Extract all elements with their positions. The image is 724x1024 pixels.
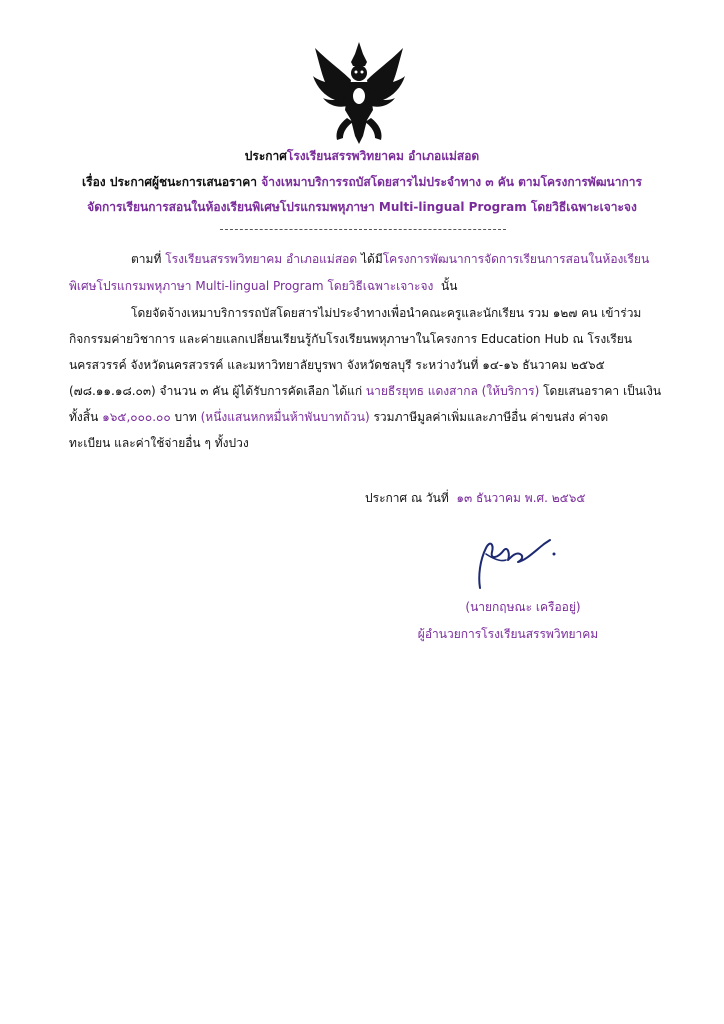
p1-mid: ได้มี	[360, 252, 383, 266]
subject-label: เรื่อง ประกาศผู้ชนะการเสนอราคา	[82, 175, 258, 189]
p2-l5-b: บาท	[174, 410, 197, 424]
p1-project: โครงการพัฒนาการจัดการเรียนการสอนในห้องเรียน	[382, 252, 650, 266]
p2-l5-c: รวมภาษีมูลค่าเพิ่มและภาษีอื่น ค่าขนส่ง ค่าจด	[373, 410, 609, 424]
handwritten-signature	[470, 530, 560, 590]
paragraph-2-line-1: โดยจัดจ้างเหมาบริการรถบัสโดยสารไม่ประจำทางเพื่อนำคณะครูและนักเรียน รวม ๑๒๗ คน เข้าร่วม	[131, 306, 642, 320]
signatory-position: ผู้อำนวยการโรงเรียนสรรพวิทยาคม	[417, 627, 599, 641]
p1-school: โรงเรียนสรรพวิทยาคม อำเภอแม่สอด	[165, 252, 358, 266]
p2-l5-a: ทั้งสิ้น	[69, 410, 99, 424]
paragraph-2-line-6: ทะเบียน และค่าใช้จ่ายอื่น ๆ ทั้งปวง	[69, 436, 249, 450]
garuda-emblem	[311, 40, 407, 146]
amount: ๑๖๕,๐๐๐.๐๐	[102, 410, 171, 424]
vendor-name: นายธีรยุทธ แดงสากล (ให้บริการ)	[365, 384, 540, 398]
subject-line-2: จัดการเรียนการสอนในห้องเรียนพิเศษโปรแกรมพหุภาษา Multi-lingual Program โดยวิธีเฉพาะเจาะจง	[87, 200, 637, 214]
subject-line-1	[0, 174, 724, 190]
paragraph-2-line-5	[69, 409, 608, 425]
announcement-title	[0, 148, 724, 164]
p1-prefix: ตามที่	[131, 252, 162, 266]
paragraph-1-line-1	[131, 251, 649, 267]
date-label: ประกาศ ณ วันที่	[365, 491, 449, 505]
p2-l4-a: (๗๘.๑๑.๑๘.๐๓) จำนวน ๓ คัน ผู้ได้รับการคัดเลือก ได้แก่	[69, 384, 363, 398]
p2-l4-b: โดยเสนอราคา เป็นเงิน	[543, 384, 662, 398]
school-name: โรงเรียนสรรพวิทยาคม อำเภอแม่สอด	[286, 149, 480, 163]
date-value: ๑๓ ธันวาคม พ.ศ. ๒๕๖๕	[456, 491, 586, 505]
paragraph-1-line-2	[69, 278, 457, 294]
paragraph-2-line-2: กิจกรรมค่ายวิชาการ และค่ายแลกเปลี่ยนเรียนรู้กับโรงเรียนพหุภาษาในโครงการ Education Hub ณ โรงเรียน	[69, 332, 632, 346]
title-prefix: ประกาศ	[244, 149, 287, 163]
announcement-date	[365, 490, 585, 506]
separator-line	[220, 229, 506, 230]
paragraph-2-line-3: นครสวรรค์ จังหวัดนครสวรรค์ และมหาวิทยาลัยบูรพา จังหวัดชลบุรี ระหว่างวันที่ ๑๔-๑๖ ธันวาคม ๒๕๖๕	[69, 358, 605, 372]
signatory-name: (นายกฤษณะ เครืออยู่)	[465, 600, 581, 614]
amount-words: (หนึ่งแสนหกหมื่นห้าพันบาทถ้วน)	[200, 410, 370, 424]
paragraph-2-line-4	[69, 383, 661, 399]
p1-program: พิเศษโปรแกรมพหุภาษา Multi-lingual Program โดยวิธีเฉพาะเจาะจง	[69, 279, 434, 293]
p1-end: นั้น	[441, 279, 458, 293]
subject-text-1: จ้างเหมาบริการรถบัสโดยสารไม่ประจำทาง ๓ คัน ตามโครงการพัฒนาการ	[261, 175, 642, 189]
